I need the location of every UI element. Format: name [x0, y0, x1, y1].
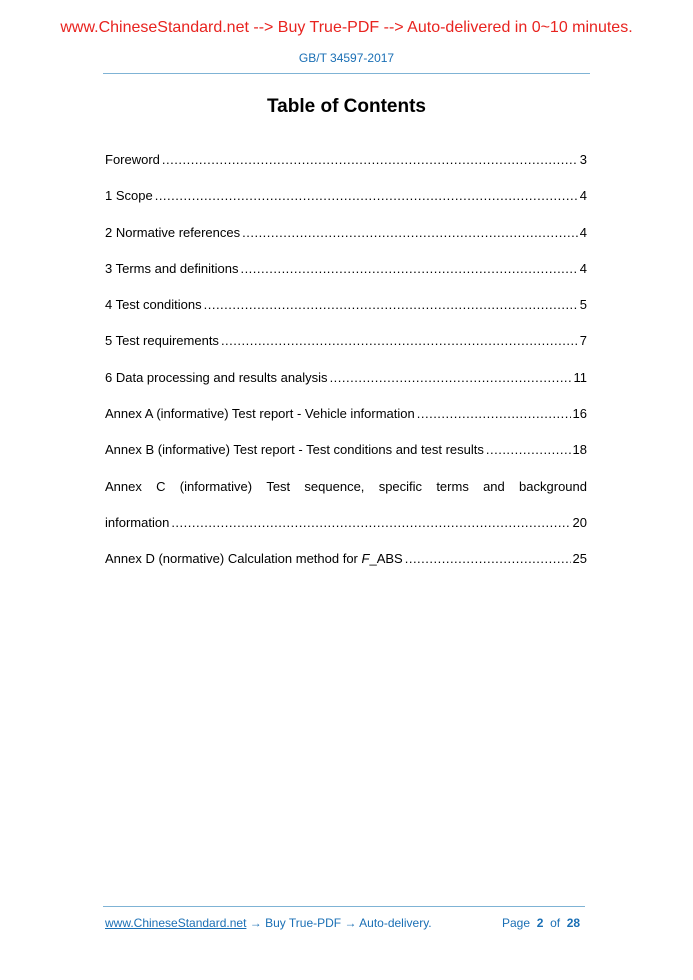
toc-label: Annex B (informative) Test report - Test conditions and test results — [105, 442, 484, 458]
toc-leader — [204, 296, 578, 314]
toc-leader — [486, 441, 571, 459]
page-title: Table of Contents — [266, 96, 427, 117]
page-total: 28 — [566, 916, 581, 930]
toc-leader — [155, 187, 578, 205]
toc-entry-data-processing[interactable] — [105, 369, 587, 405]
toc-leader — [417, 405, 571, 423]
toc-entry-annex-c[interactable] — [105, 478, 587, 514]
toc-leader — [405, 550, 571, 568]
toc-leader — [162, 151, 578, 169]
toc-label — [105, 550, 403, 568]
toc-leader — [240, 260, 577, 278]
toc-label: Annex A (informative) Test report - Vehicle information — [105, 406, 415, 422]
of-word: of — [550, 916, 561, 930]
toc-entry-foreword[interactable] — [105, 151, 587, 187]
toc-word: and — [483, 478, 505, 494]
toc-entry-annex-c-continued[interactable] — [105, 514, 587, 550]
toc-page: 11 — [573, 369, 587, 385]
toc-label-justified — [105, 478, 587, 496]
footer-buy-text: Buy True-PDF — [265, 916, 342, 930]
promo-banner[interactable]: www.ChineseStandard.net --> Buy True-PDF --> Auto-delivered in 0~10 minutes. — [60, 19, 633, 36]
toc-label: 3 Terms and definitions — [105, 260, 239, 276]
toc-leader — [242, 224, 578, 242]
toc-word: (informative) — [179, 478, 253, 494]
toc-label: 6 Data processing and results analysis — [105, 369, 328, 385]
table-of-contents — [105, 151, 587, 587]
page-indicator — [502, 916, 580, 930]
toc-entry-annex-a[interactable] — [105, 405, 587, 441]
header-divider — [103, 73, 590, 74]
toc-word: sequence, — [304, 478, 365, 494]
toc-word: Test — [266, 478, 291, 494]
toc-label: 1 Scope — [105, 188, 153, 204]
document-code: GB/T 34597-2017 — [298, 51, 395, 65]
toc-page: 16 — [572, 406, 587, 422]
toc-label-suffix: _ABS — [369, 551, 403, 567]
toc-label: 2 Normative references — [105, 224, 241, 240]
toc-entry-test-requirements[interactable] — [105, 332, 587, 368]
toc-label: 4 Test conditions — [105, 297, 202, 313]
toc-entry-normative-references[interactable] — [105, 224, 587, 260]
toc-word: terms — [436, 478, 469, 494]
toc-word: Annex — [105, 478, 142, 494]
arrow-right-icon: → — [344, 916, 357, 930]
toc-entry-terms-definitions[interactable] — [105, 260, 587, 296]
arrow-right-icon: → — [249, 916, 262, 930]
toc-entry-annex-b[interactable] — [105, 441, 587, 477]
toc-leader — [171, 514, 570, 532]
toc-entry-test-conditions[interactable] — [105, 296, 587, 332]
footer-links — [105, 916, 432, 930]
toc-page: 25 — [572, 551, 587, 567]
toc-entry-annex-d[interactable] — [105, 550, 587, 586]
page-number: 2 — [536, 916, 544, 930]
toc-page: 18 — [572, 442, 587, 458]
toc-leader — [221, 332, 578, 350]
toc-page: 5 — [579, 297, 587, 313]
toc-page: 4 — [579, 224, 587, 240]
footer-divider — [103, 906, 585, 907]
toc-page: 4 — [579, 260, 587, 276]
footer-site-link[interactable]: www.ChineseStandard.net — [105, 916, 247, 930]
toc-page: 3 — [579, 152, 587, 167]
toc-leader — [330, 369, 572, 387]
toc-label-italic: F — [361, 551, 370, 567]
toc-page: 7 — [579, 333, 587, 349]
toc-label: Foreword — [105, 152, 160, 167]
toc-page: 20 — [572, 514, 587, 530]
toc-entry-scope[interactable] — [105, 187, 587, 223]
toc-label-prefix: Annex D (normative) Calculation method for — [105, 551, 362, 567]
toc-label: 5 Test requirements — [105, 333, 219, 349]
page-word: Page — [502, 916, 531, 930]
toc-page: 4 — [579, 188, 587, 204]
toc-word: specific — [378, 478, 423, 494]
toc-word: C — [156, 478, 166, 494]
toc-word: background — [519, 478, 587, 494]
toc-label: information — [105, 514, 170, 530]
footer-delivery-text: Auto-delivery. — [359, 916, 432, 930]
